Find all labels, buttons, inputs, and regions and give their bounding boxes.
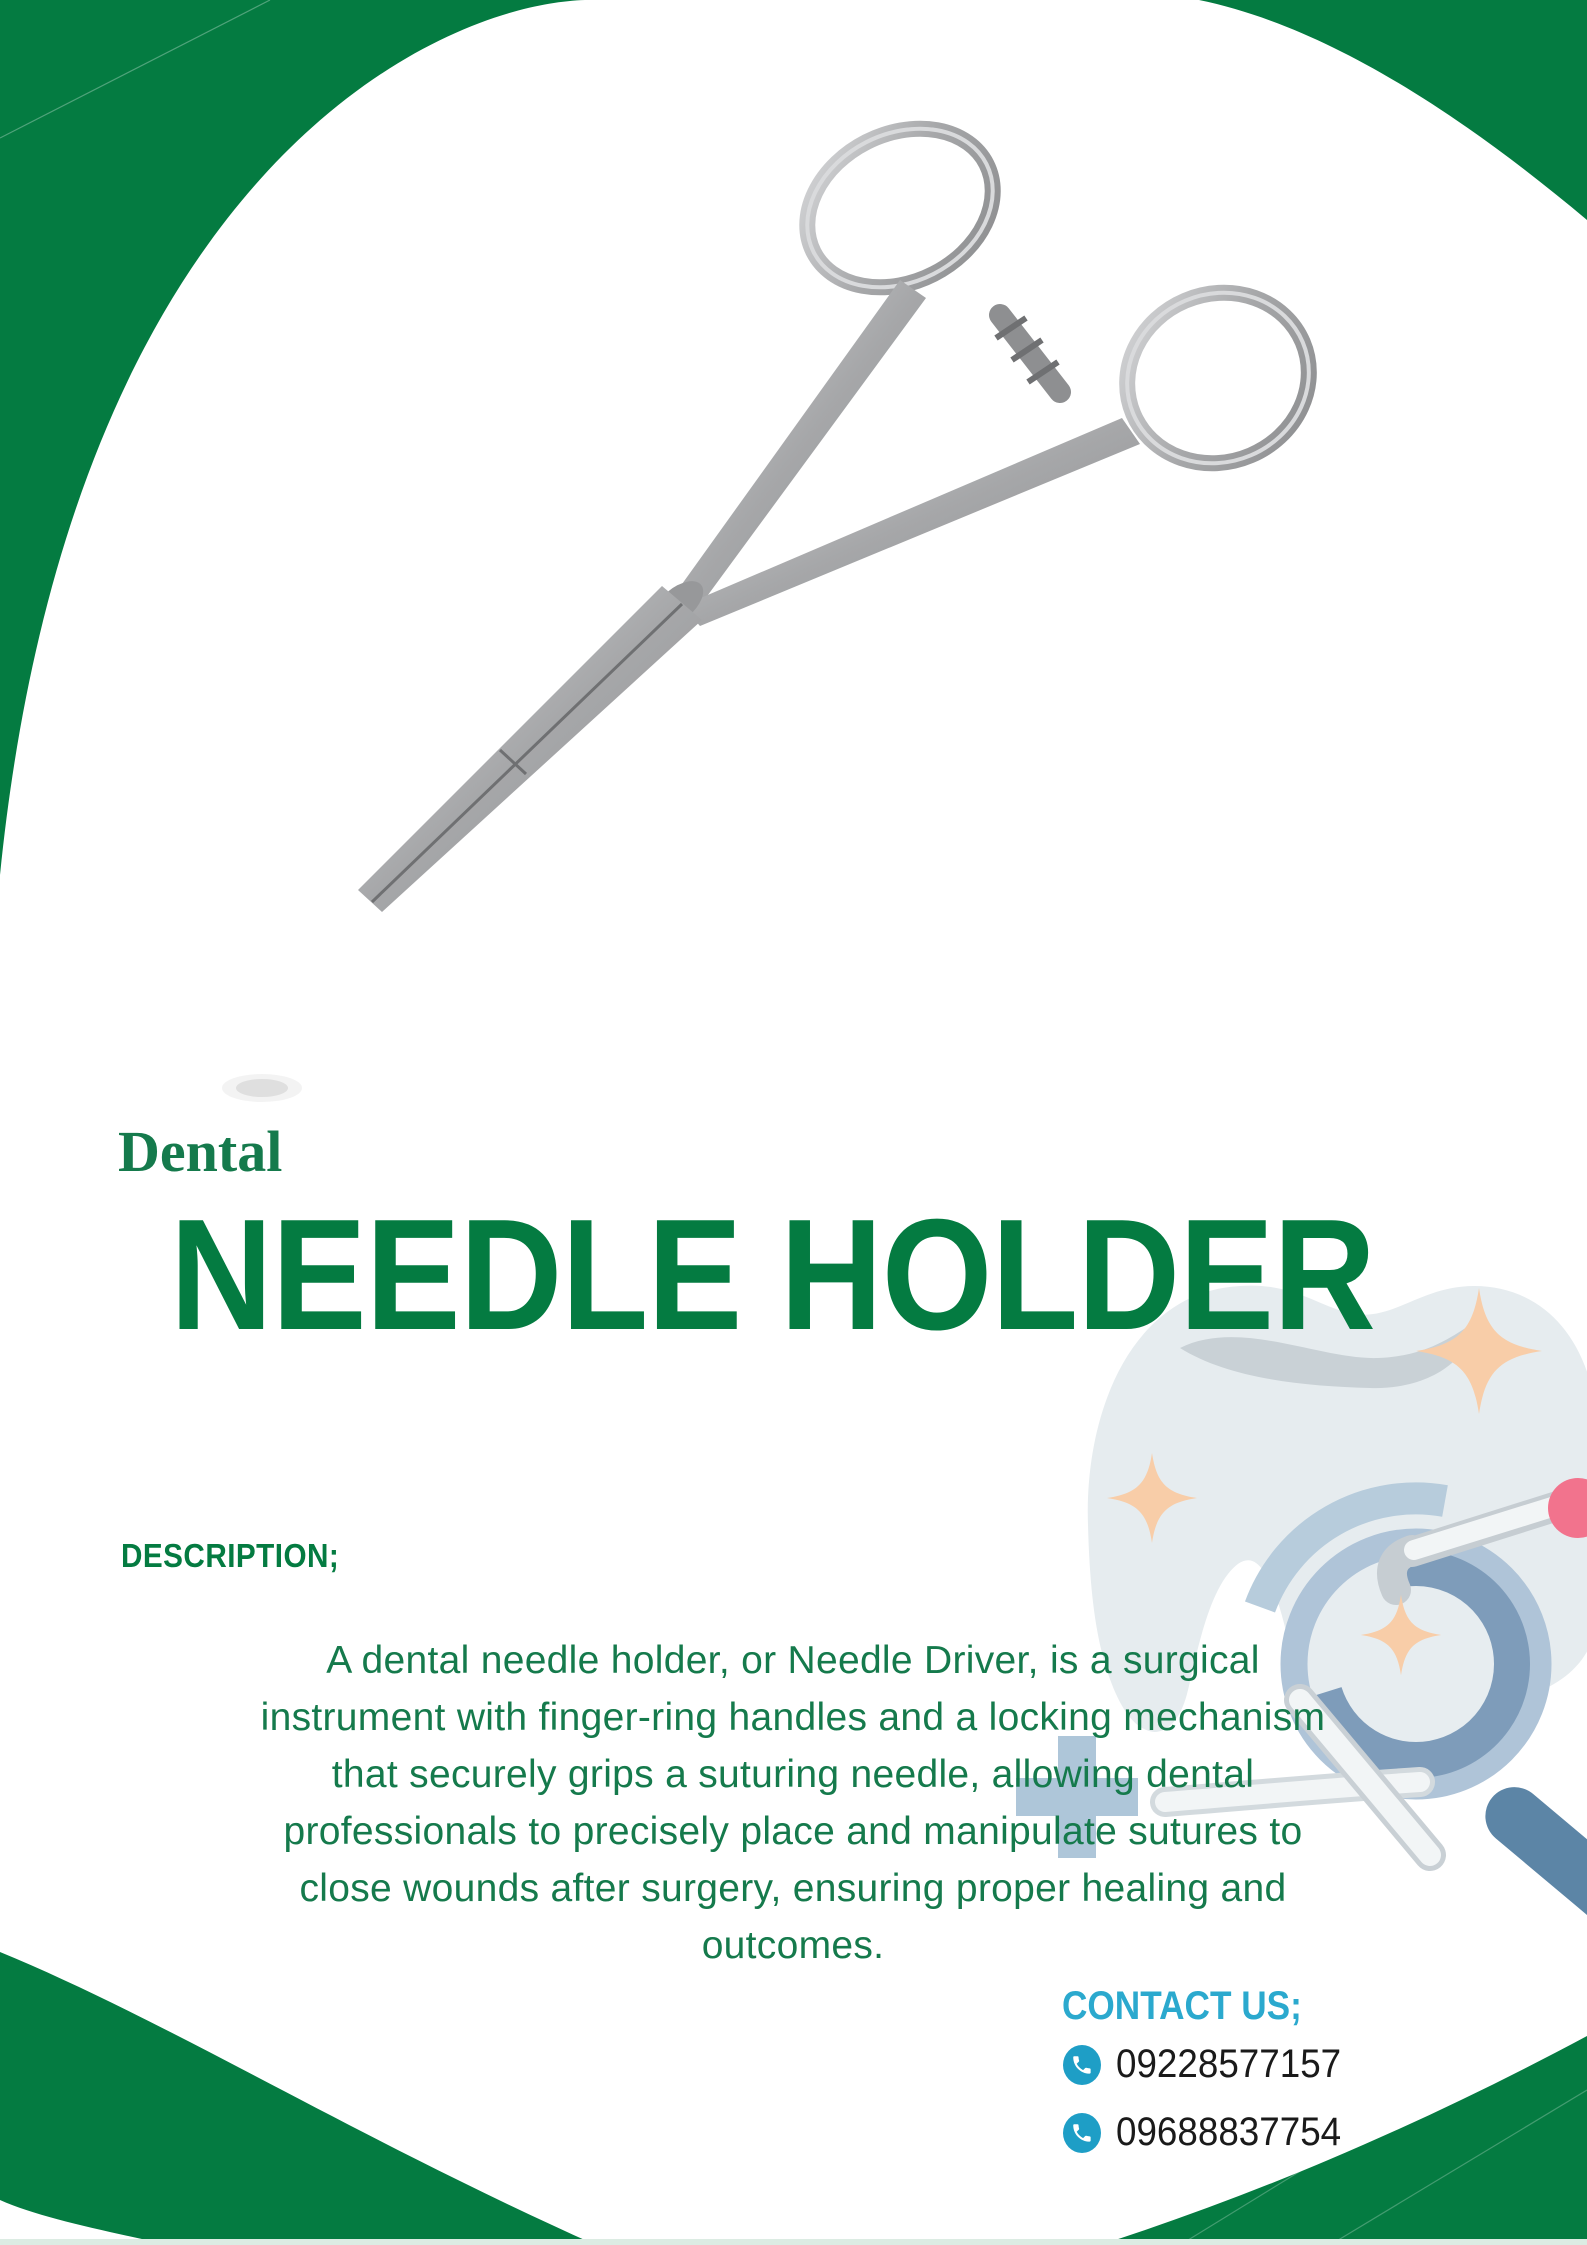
phone-icon bbox=[1062, 2044, 1102, 2086]
tip-shadow bbox=[222, 1074, 302, 1102]
description-paragraph bbox=[88, 1632, 1498, 1974]
description-label: DESCRIPTION; bbox=[121, 1537, 340, 1574]
description-line: instrument with finger-ring handles and a locking mechanism bbox=[260, 1696, 1326, 1739]
page-title: NEEDLE HOLDER bbox=[170, 1187, 1375, 1363]
phone-number: 09228577157 bbox=[1116, 2042, 1342, 2086]
forceps-body bbox=[358, 100, 1336, 912]
phone-row bbox=[1062, 2042, 1361, 2087]
phone-number: 09688837754 bbox=[1116, 2110, 1342, 2154]
contact-heading: CONTACT US; bbox=[1062, 1984, 1302, 2028]
phone-row bbox=[1062, 2110, 1361, 2155]
description-line: outcomes. bbox=[701, 1924, 885, 1967]
subtitle-dental: Dental bbox=[118, 1119, 283, 1184]
phone-icon bbox=[1062, 2112, 1102, 2154]
needle-holder-photo bbox=[200, 100, 1350, 1110]
green-bottom-left bbox=[0, 1952, 596, 2245]
contact-section bbox=[1062, 1984, 1342, 2154]
description-line: that securely grips a suturing needle, allowing dental bbox=[331, 1753, 1255, 1796]
description-line: professionals to precisely place and manipulate sutures to bbox=[283, 1810, 1303, 1853]
description-line: A dental needle holder, or Needle Driver, is a surgical bbox=[326, 1639, 1260, 1682]
description-line: close wounds after surgery, ensuring proper healing and bbox=[299, 1867, 1287, 1910]
bottom-edge-strip bbox=[0, 2239, 1587, 2245]
